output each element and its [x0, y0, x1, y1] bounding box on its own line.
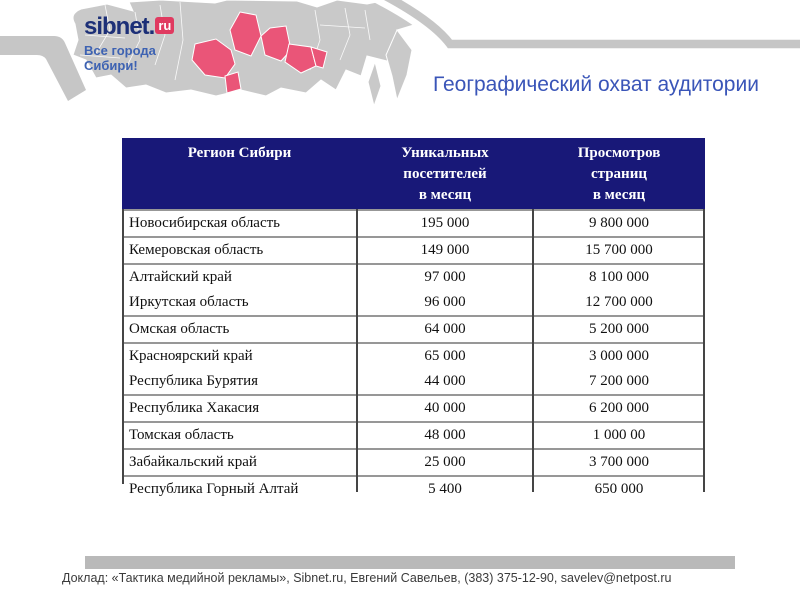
cell-views: 7 200 000: [589, 373, 649, 389]
column-header-line: Просмотров: [577, 145, 661, 161]
table-border-left: [122, 209, 124, 484]
cell-region: Иркутская область: [129, 294, 249, 310]
table-divider-1: [356, 209, 358, 492]
column-header-line: в месяц: [418, 187, 472, 203]
table-border-right: [703, 209, 705, 492]
column-header-line: страниц: [591, 166, 647, 182]
footer-bar: [85, 556, 735, 569]
cell-visitors: 5 400: [428, 481, 462, 497]
cell-views: 15 700 000: [585, 242, 653, 258]
column-header-line: в месяц: [592, 187, 646, 203]
audience-table: [122, 138, 705, 502]
logo-brand-text: sibnet.: [84, 13, 155, 40]
cell-visitors: 40 000: [424, 400, 466, 416]
cell-region: Республика Бурятия: [129, 373, 259, 389]
cell-views: 3 000 000: [589, 348, 649, 364]
sibnet-logo: [84, 14, 174, 73]
footer-credit: Доклад: «Тактика медийной рекламы», Sibnet.ru, Евгений Савельев, (383) 375-12-90, savelev@netpost.ru: [62, 571, 672, 585]
cell-region: Новосибирская область: [129, 215, 281, 231]
cell-visitors: 149 000: [420, 242, 470, 258]
column-header-1: [357, 138, 533, 209]
logo-ru-badge: ru: [155, 17, 174, 34]
logo-tagline-line1: Все города: [84, 43, 156, 58]
column-header-2: [533, 138, 705, 209]
page-title: Географический охват аудитории: [433, 73, 759, 96]
cell-views: 5 200 000: [589, 321, 649, 337]
cell-views: 8 100 000: [589, 269, 649, 285]
cell-region: Забайкальский край: [129, 454, 257, 470]
table-row: [122, 369, 705, 394]
cell-region: Алтайский край: [129, 269, 232, 285]
cell-region: Республика Горный Алтай: [129, 481, 299, 497]
logo-tagline-line2: Сибири!: [84, 58, 138, 73]
table-body: [122, 209, 705, 502]
cell-views: 12 700 000: [585, 294, 653, 310]
cell-views: 3 700 000: [589, 454, 649, 470]
table-row: [122, 448, 705, 475]
table-row: [122, 421, 705, 448]
cell-views: 9 800 000: [589, 215, 649, 231]
table-divider-2: [532, 209, 534, 492]
table-row: [122, 315, 705, 342]
cell-region: Красноярский край: [129, 348, 253, 364]
column-header-line: Регион Сибири: [187, 145, 292, 161]
table-row: [122, 236, 705, 263]
table-row: [122, 394, 705, 421]
cell-visitors: 25 000: [424, 454, 466, 470]
cell-visitors: 44 000: [424, 373, 466, 389]
table-header: [122, 138, 705, 209]
table-row: [122, 342, 705, 369]
cell-visitors: 96 000: [424, 294, 466, 310]
table-row: [122, 290, 705, 315]
cell-views: 1 000 00: [592, 427, 646, 443]
cell-region: Омская область: [129, 321, 230, 337]
cell-visitors: 65 000: [424, 348, 466, 364]
cell-region: Томская область: [129, 427, 234, 443]
table-row: [122, 263, 705, 290]
cell-visitors: 48 000: [424, 427, 466, 443]
cell-views: 6 200 000: [589, 400, 649, 416]
column-header-line: Уникальных: [401, 145, 489, 161]
cell-visitors: 195 000: [420, 215, 470, 231]
column-header-line: посетителей: [403, 166, 487, 182]
cell-region: Республика Хакасия: [129, 400, 260, 416]
cell-views: 650 000: [594, 481, 644, 497]
column-header-0: [122, 138, 357, 209]
table-row: [122, 475, 705, 502]
logo-tagline: [84, 43, 174, 73]
cell-region: Кемеровская область: [129, 242, 264, 258]
cell-visitors: 64 000: [424, 321, 466, 337]
cell-visitors: 97 000: [424, 269, 466, 285]
table-row: [122, 209, 705, 236]
